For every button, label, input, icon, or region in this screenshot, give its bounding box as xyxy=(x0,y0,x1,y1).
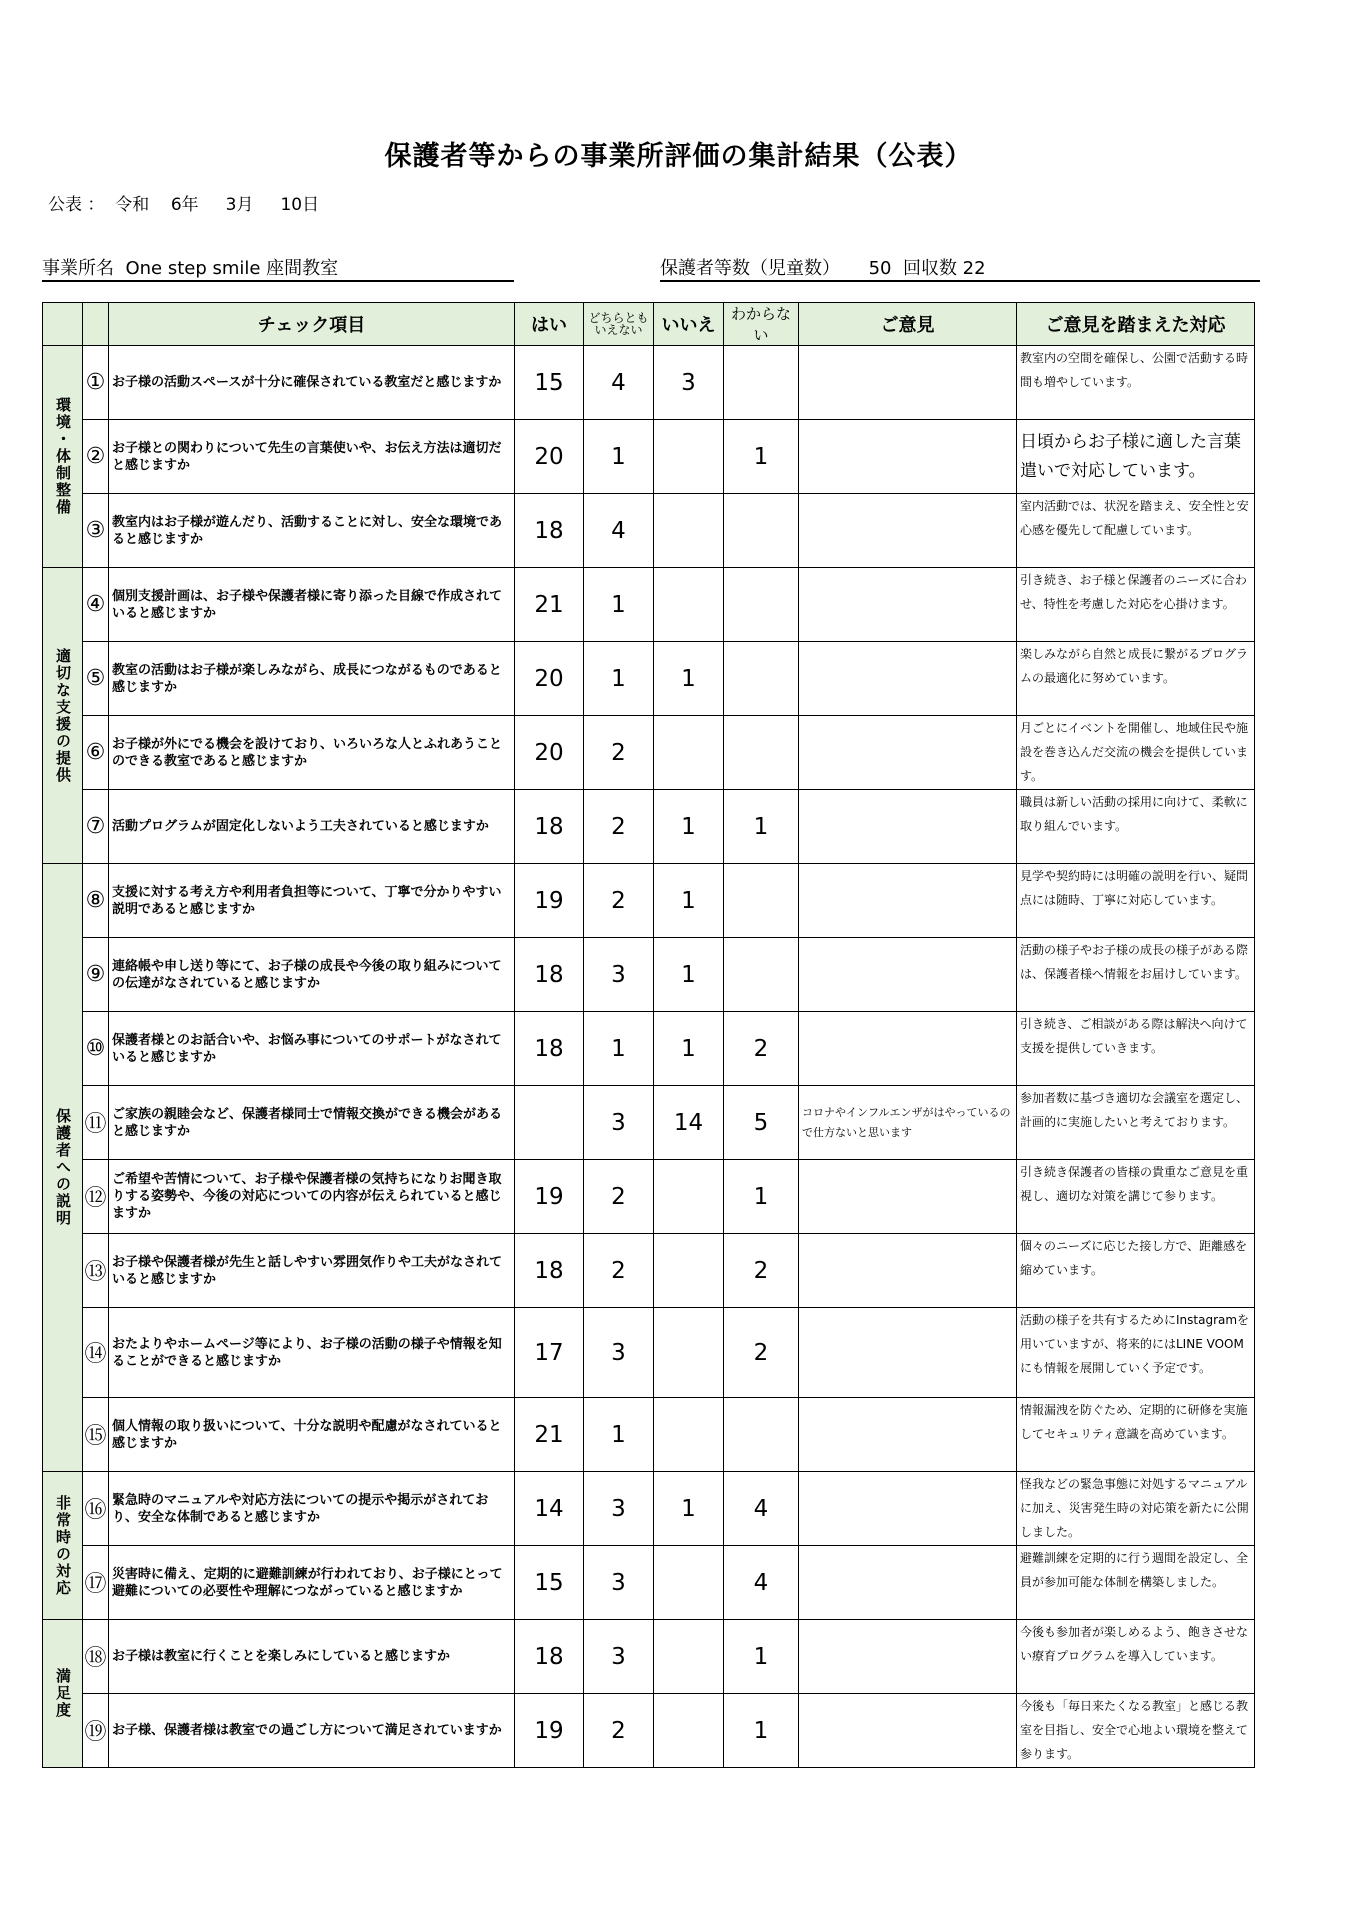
table-row xyxy=(43,1546,1255,1620)
question-text: お子様、保護者様は教室での過ごし方について満足されていますか xyxy=(109,1694,515,1768)
count-yes: 18 xyxy=(515,1620,584,1694)
count-neither: 2 xyxy=(584,790,654,864)
count-neither: 4 xyxy=(584,346,654,420)
response-text: 活動の様子やお子様の成長の様子がある際は、保護者様へ情報をお届けしています。 xyxy=(1017,938,1255,1012)
row-number: ⑥ xyxy=(83,716,109,790)
count-yes: 18 xyxy=(515,1234,584,1308)
response-text: 怪我などの緊急事態に対処するマニュアルに加え、災害発生時の対応策を新たに公開しました。 xyxy=(1017,1472,1255,1546)
question-text: 活動プログラムが固定化しないよう工夫されていると感じますか xyxy=(109,790,515,864)
opinion-text xyxy=(799,1398,1017,1472)
count-yes: 18 xyxy=(515,938,584,1012)
count-unknown: 1 xyxy=(724,1160,799,1234)
count-neither: 3 xyxy=(584,1546,654,1620)
count-no: 1 xyxy=(654,642,724,716)
count-neither: 1 xyxy=(584,1012,654,1086)
table-row xyxy=(43,938,1255,1012)
table-row xyxy=(43,1012,1255,1086)
count-unknown: 1 xyxy=(724,790,799,864)
response-text: 引き続き、お子様と保護者のニーズに合わせ、特性を考慮した対応を心掛けます。 xyxy=(1017,568,1255,642)
count-neither: 4 xyxy=(584,494,654,568)
response-text: 情報漏洩を防ぐため、定期的に研修を実施してセキュリティ意識を高めています。 xyxy=(1017,1398,1255,1472)
response-text: 今後も「毎日来たくなる教室」と感じる教室を目指し、安全で心地よい環境を整えて参ります。 xyxy=(1017,1694,1255,1768)
opinion-text xyxy=(799,568,1017,642)
row-number: ⑧ xyxy=(83,864,109,938)
opinion-text xyxy=(799,494,1017,568)
row-number: ⑨ xyxy=(83,938,109,1012)
count-no xyxy=(654,716,724,790)
response-text: 職員は新しい活動の採用に向けて、柔軟に取り組んでいます。 xyxy=(1017,790,1255,864)
table-row xyxy=(43,1398,1255,1472)
row-number: ⑤ xyxy=(83,642,109,716)
facility-name: 事業所名 One step smile 座間教室 xyxy=(42,254,514,282)
response-text: 月ごとにイベントを開催し、地域住民や施設を巻き込んだ交流の機会を提供しています。 xyxy=(1017,716,1255,790)
count-yes: 14 xyxy=(515,1472,584,1546)
question-text: お子様が外にでる機会を設けており、いろいろな人とふれあうことのできる教室であると感じますか xyxy=(109,716,515,790)
table-row xyxy=(43,1694,1255,1768)
section-label: 非常時の対応 xyxy=(43,1472,83,1620)
count-yes: 20 xyxy=(515,642,584,716)
count-neither: 1 xyxy=(584,1398,654,1472)
row-number: ⑬ xyxy=(83,1234,109,1308)
header-opinion: ご意見 xyxy=(799,303,1017,346)
table-row xyxy=(43,346,1255,420)
question-text: 教室の活動はお子様が楽しみながら、成長につながるものであると感じますか xyxy=(109,642,515,716)
opinion-text: コロナやインフルエンザがはやっているので仕方ないと思います xyxy=(799,1086,1017,1160)
respondent-counts: 保護者等数（児童数） 50 回収数 22 xyxy=(660,254,1260,282)
count-neither: 3 xyxy=(584,1308,654,1398)
header-response: ご意見を踏まえた対応 xyxy=(1017,303,1255,346)
count-neither: 1 xyxy=(584,420,654,494)
count-neither: 1 xyxy=(584,568,654,642)
count-no: 1 xyxy=(654,1012,724,1086)
response-text: 引き続き、ご相談がある際は解決へ向けて支援を提供していきます。 xyxy=(1017,1012,1255,1086)
count-unknown xyxy=(724,642,799,716)
count-no xyxy=(654,420,724,494)
header-check-item: チェック項目 xyxy=(109,303,515,346)
count-neither: 3 xyxy=(584,938,654,1012)
count-neither: 3 xyxy=(584,1472,654,1546)
table-row xyxy=(43,864,1255,938)
row-number: ③ xyxy=(83,494,109,568)
opinion-text xyxy=(799,1472,1017,1546)
count-no xyxy=(654,1234,724,1308)
count-unknown: 1 xyxy=(724,420,799,494)
table-row xyxy=(43,568,1255,642)
count-no xyxy=(654,568,724,642)
opinion-text xyxy=(799,1308,1017,1398)
count-no: 14 xyxy=(654,1086,724,1160)
count-neither: 2 xyxy=(584,1234,654,1308)
response-text: 見学や契約時には明確の説明を行い、疑問点には随時、丁寧に対応しています。 xyxy=(1017,864,1255,938)
question-text: 個別支援計画は、お子様や保護者様に寄り添った目線で作成されていると感じますか xyxy=(109,568,515,642)
count-yes: 19 xyxy=(515,1160,584,1234)
response-text: 楽しみながら自然と成長に繋がるプログラムの最適化に努めています。 xyxy=(1017,642,1255,716)
opinion-text xyxy=(799,716,1017,790)
opinion-text xyxy=(799,938,1017,1012)
count-no xyxy=(654,494,724,568)
count-no: 1 xyxy=(654,1472,724,1546)
table-row xyxy=(43,1620,1255,1694)
section-label: 環境・体制整備 xyxy=(43,346,83,568)
count-no: 1 xyxy=(654,938,724,1012)
publish-date: 公表 ： 令和 6年 3月 10日 xyxy=(48,195,320,215)
evaluation-table xyxy=(42,302,1255,1768)
count-no xyxy=(654,1694,724,1768)
row-number: ② xyxy=(83,420,109,494)
response-text: 避難訓練を定期的に行う週間を設定し、全員が参加可能な体制を構築しました。 xyxy=(1017,1546,1255,1620)
table-row xyxy=(43,494,1255,568)
count-yes: 18 xyxy=(515,494,584,568)
count-neither: 2 xyxy=(584,864,654,938)
header-unknown: わからない xyxy=(724,303,799,346)
count-unknown xyxy=(724,494,799,568)
question-text: 災害時に備え、定期的に避難訓練が行われており、お子様にとって避難についての必要性や理解につながっていると感じますか xyxy=(109,1546,515,1620)
question-text: お子様との関わりについて先生の言葉使いや、お伝え方法は適切だと感じますか xyxy=(109,420,515,494)
question-text: ご希望や苦情について、お子様や保護者様の気持ちになりお聞き取りする姿勢や、今後の対応についての内容が伝えられていると感じますか xyxy=(109,1160,515,1234)
question-text: お子様の活動スペースが十分に確保されている教室だと感じますか xyxy=(109,346,515,420)
opinion-text xyxy=(799,864,1017,938)
table-row xyxy=(43,642,1255,716)
response-text: 参加者数に基づき適切な会議室を選定し、計画的に実施したいと考えております。 xyxy=(1017,1086,1255,1160)
count-no xyxy=(654,1620,724,1694)
count-yes: 19 xyxy=(515,864,584,938)
opinion-text xyxy=(799,1620,1017,1694)
header-no: いいえ xyxy=(654,303,724,346)
table-row xyxy=(43,1472,1255,1546)
opinion-text xyxy=(799,420,1017,494)
count-yes: 20 xyxy=(515,716,584,790)
question-text: ご家族の親睦会など、保護者様同士で情報交換ができる機会があると感じますか xyxy=(109,1086,515,1160)
count-unknown: 4 xyxy=(724,1472,799,1546)
table-row xyxy=(43,1234,1255,1308)
count-unknown xyxy=(724,938,799,1012)
count-yes xyxy=(515,1086,584,1160)
row-number: ⑩ xyxy=(83,1012,109,1086)
row-number: ⑫ xyxy=(83,1160,109,1234)
page-title: 保護者等からの事業所評価の集計結果（公表） xyxy=(384,141,973,172)
question-text: 教室内はお子様が遊んだり、活動することに対し、安全な環境であると感じますか xyxy=(109,494,515,568)
count-yes: 21 xyxy=(515,1398,584,1472)
count-yes: 15 xyxy=(515,346,584,420)
count-unknown xyxy=(724,568,799,642)
table-row xyxy=(43,420,1255,494)
count-unknown: 2 xyxy=(724,1308,799,1398)
table-row xyxy=(43,1308,1255,1398)
table-row xyxy=(43,1086,1255,1160)
response-text: 教室内の空間を確保し、公園で活動する時間も増やしています。 xyxy=(1017,346,1255,420)
header-yes: はい xyxy=(515,303,584,346)
row-number: ① xyxy=(83,346,109,420)
count-yes: 17 xyxy=(515,1308,584,1398)
opinion-text xyxy=(799,1160,1017,1234)
count-neither: 2 xyxy=(584,716,654,790)
question-text: 個人情報の取り扱いについて、十分な説明や配慮がなされていると感じますか xyxy=(109,1398,515,1472)
count-yes: 21 xyxy=(515,568,584,642)
opinion-text xyxy=(799,1012,1017,1086)
response-text: 引き続き保護者の皆様の貴重なご意見を重視し、適切な対策を講じて参ります。 xyxy=(1017,1160,1255,1234)
table-body xyxy=(43,346,1255,1768)
count-unknown: 2 xyxy=(724,1012,799,1086)
opinion-text xyxy=(799,1546,1017,1620)
response-text: 日頃からお子様に適した言葉遣いで対応しています。 xyxy=(1017,420,1255,494)
question-text: 連絡帳や申し送り等にて、お子様の成長や今後の取り組みについての伝達がなされていると感じますか xyxy=(109,938,515,1012)
row-number: ⑦ xyxy=(83,790,109,864)
response-text: 今後も参加者が楽しめるよう、飽きさせない療育プログラムを導入しています。 xyxy=(1017,1620,1255,1694)
header-number-blank xyxy=(83,303,109,346)
row-number: ⑪ xyxy=(83,1086,109,1160)
table-row xyxy=(43,790,1255,864)
section-label: 適切な支援の提供 xyxy=(43,568,83,864)
row-number: ⑰ xyxy=(83,1546,109,1620)
count-unknown: 1 xyxy=(724,1694,799,1768)
response-text: 活動の様子を共有するためにInstagramを用いていますが、将来的にはLINE VOOMにも情報を展開していく予定です。 xyxy=(1017,1308,1255,1398)
count-unknown xyxy=(724,346,799,420)
table-row xyxy=(43,1160,1255,1234)
table-row xyxy=(43,716,1255,790)
row-number: ⑯ xyxy=(83,1472,109,1546)
row-number: ⑱ xyxy=(83,1620,109,1694)
header-section-blank xyxy=(43,303,83,346)
count-unknown: 2 xyxy=(724,1234,799,1308)
count-yes: 18 xyxy=(515,790,584,864)
row-number: ⑲ xyxy=(83,1694,109,1768)
count-no: 1 xyxy=(654,864,724,938)
row-number: ④ xyxy=(83,568,109,642)
count-no: 1 xyxy=(654,790,724,864)
header-row xyxy=(43,303,1255,346)
row-number: ⑮ xyxy=(83,1398,109,1472)
count-unknown: 4 xyxy=(724,1546,799,1620)
section-label: 保護者への説明 xyxy=(43,864,83,1472)
count-unknown xyxy=(724,864,799,938)
count-neither: 2 xyxy=(584,1160,654,1234)
count-neither: 1 xyxy=(584,642,654,716)
count-neither: 3 xyxy=(584,1620,654,1694)
count-unknown: 1 xyxy=(724,1620,799,1694)
count-unknown xyxy=(724,716,799,790)
header-neither: どちらとも いえない xyxy=(584,303,654,346)
question-text: お子様や保護者様が先生と話しやすい雰囲気作りや工夫がなされていると感じますか xyxy=(109,1234,515,1308)
count-unknown xyxy=(724,1398,799,1472)
opinion-text xyxy=(799,1234,1017,1308)
count-no xyxy=(654,1308,724,1398)
count-no xyxy=(654,1546,724,1620)
count-no xyxy=(654,1398,724,1472)
section-label: 満足度 xyxy=(43,1620,83,1768)
count-no: 3 xyxy=(654,346,724,420)
count-yes: 19 xyxy=(515,1694,584,1768)
count-neither: 3 xyxy=(584,1086,654,1160)
opinion-text xyxy=(799,1694,1017,1768)
response-text: 室内活動では、状況を踏まえ、安全性と安心感を優先して配慮しています。 xyxy=(1017,494,1255,568)
opinion-text xyxy=(799,346,1017,420)
count-neither: 2 xyxy=(584,1694,654,1768)
count-yes: 20 xyxy=(515,420,584,494)
opinion-text xyxy=(799,790,1017,864)
question-text: お子様は教室に行くことを楽しみにしていると感じますか xyxy=(109,1620,515,1694)
question-text: 保護者様とのお話合いや、お悩み事についてのサポートがなされていると感じますか xyxy=(109,1012,515,1086)
count-unknown: 5 xyxy=(724,1086,799,1160)
question-text: 緊急時のマニュアルや対応方法についての提示や掲示がされており、安全な体制であると感じますか xyxy=(109,1472,515,1546)
row-number: ⑭ xyxy=(83,1308,109,1398)
count-yes: 15 xyxy=(515,1546,584,1620)
opinion-text xyxy=(799,642,1017,716)
question-text: おたよりやホームページ等により、お子様の活動の様子や情報を知ることができると感じますか xyxy=(109,1308,515,1398)
count-no xyxy=(654,1160,724,1234)
response-text: 個々のニーズに応じた接し方で、距離感を縮めています。 xyxy=(1017,1234,1255,1308)
question-text: 支援に対する考え方や利用者負担等について、丁寧で分かりやすい説明であると感じますか xyxy=(109,864,515,938)
count-yes: 18 xyxy=(515,1012,584,1086)
